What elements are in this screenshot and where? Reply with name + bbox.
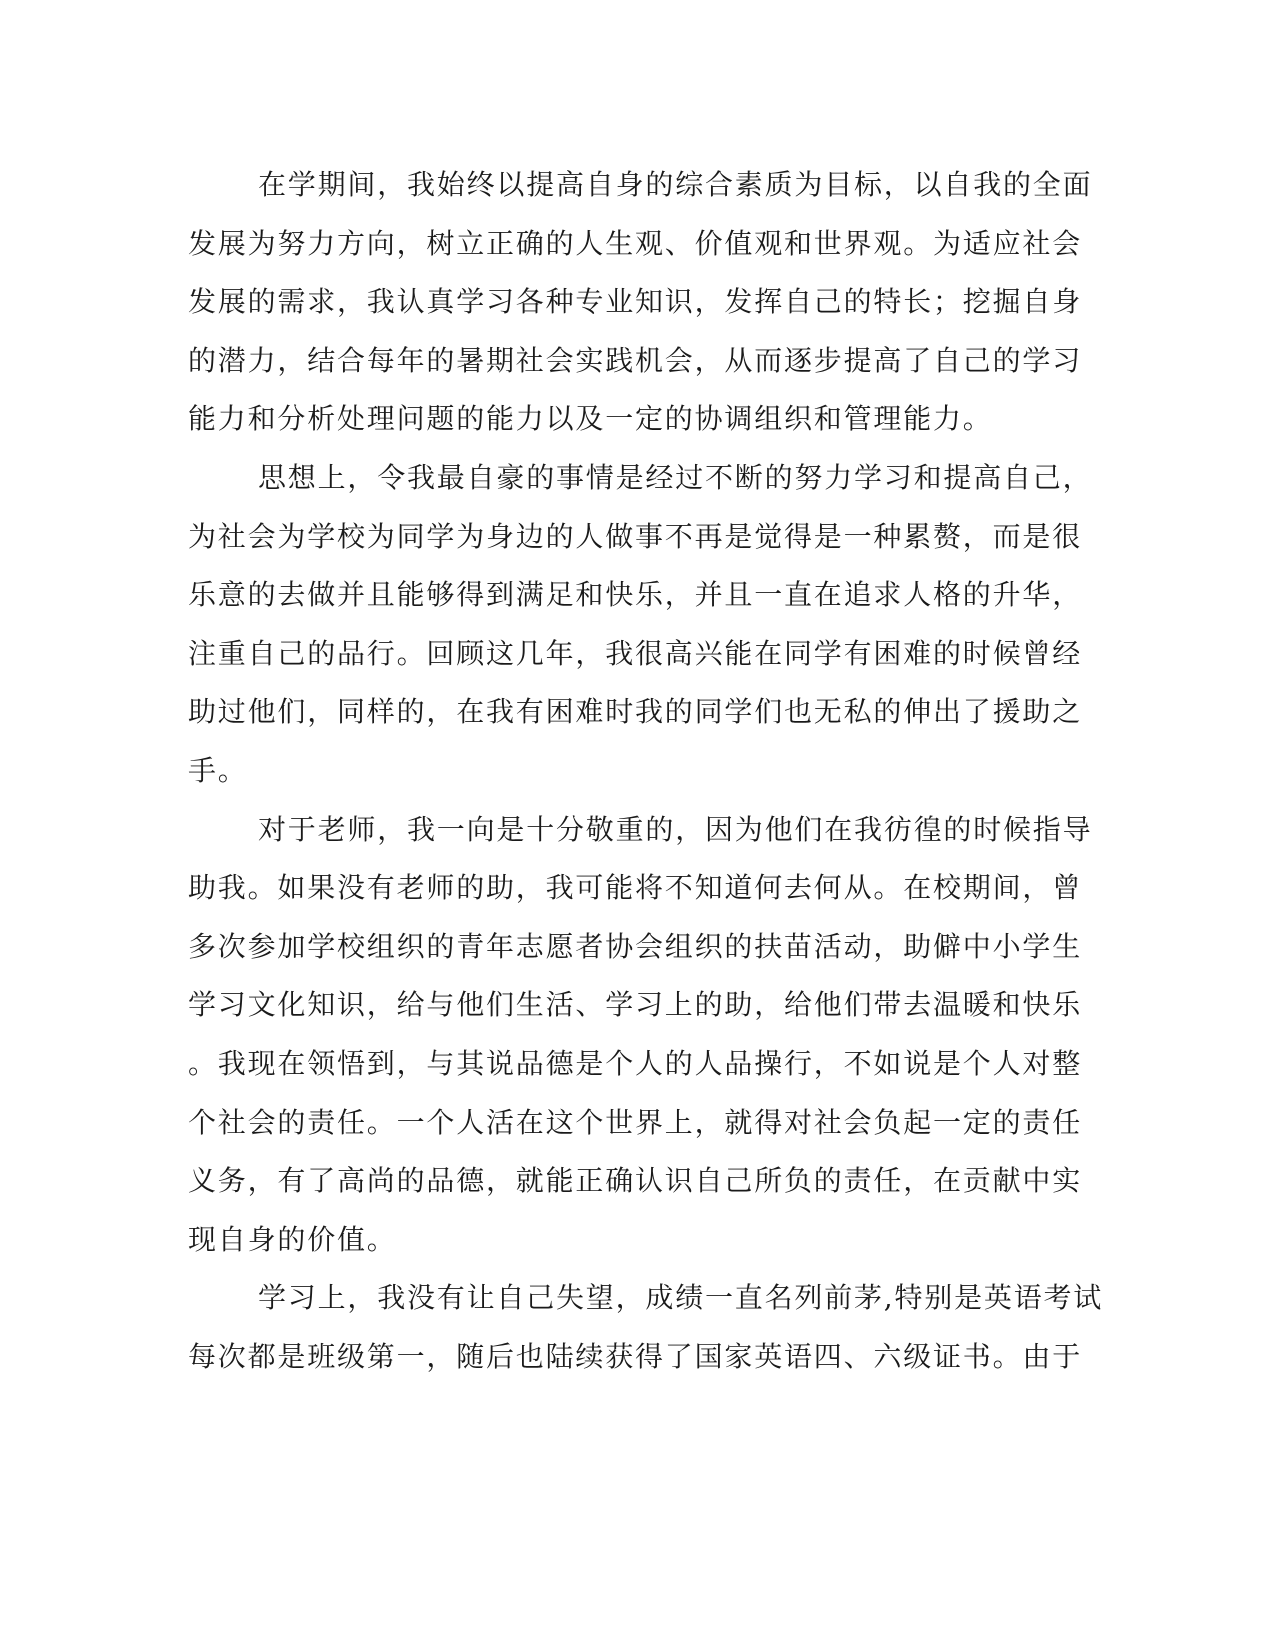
text-line: 现自身的价值。 xyxy=(188,1222,397,1256)
text-line: 学习文化知识，给与他们生活、学习上的助，给他们带去温暖和快乐 xyxy=(188,988,1083,1022)
text-line: 每次都是班级第一，随后也陆续获得了国家英语四、六级证书。由于 xyxy=(188,1339,1083,1373)
text-line: 。我现在领悟到，与其说品德是个人的人品操行，不如说是个人对整 xyxy=(188,1046,1083,1080)
text-line: 助过他们，同样的，在我有困难时我的同学们也无私的伸出了援助之 xyxy=(188,695,1083,729)
paragraph-thought xyxy=(188,449,1093,801)
text-line: 义务，有了高尚的品德，就能正确认识自己所负的责任，在贡献中实 xyxy=(188,1164,1083,1198)
text-line: 的潜力，结合每年的暑期社会实践机会，从而逐步提高了自己的学习 xyxy=(188,343,1083,377)
paragraph-study-period xyxy=(188,156,1093,449)
text-line: 在学期间，我始终以提高自身的综合素质为目标，以自我的全面 xyxy=(258,168,1093,201)
paragraph-learning xyxy=(188,1269,1104,1386)
document-body xyxy=(188,156,1104,1386)
text-line: 能力和分析处理问题的能力以及一定的协调组织和管理能力。 xyxy=(188,402,993,436)
text-line: 乐意的去做并且能够得到满足和快乐，并且一直在追求人格的升华， xyxy=(188,578,1083,612)
text-line: 手。 xyxy=(188,753,248,787)
text-line: 助我。如果没有老师的助，我可能将不知道何去何从。在校期间，曾 xyxy=(188,871,1083,905)
text-line: 发展为努力方向，树立正确的人生观、价值观和世界观。为适应社会 xyxy=(188,226,1083,260)
text-line: 学习上，我没有让自己失望，成绩一直名列前茅,特别是英语考试 xyxy=(258,1281,1104,1315)
text-line: 注重自己的品行。回顾这几年，我很高兴能在同学有困难的时候曾经 xyxy=(188,636,1083,670)
text-line: 思想上，令我最自豪的事情是经过不断的努力学习和提高自己， xyxy=(258,460,1093,494)
text-line: 为社会为学校为同学为身边的人做事不再是觉得是一种累赘，而是很 xyxy=(188,519,1083,553)
text-line: 多次参加学校组织的青年志愿者协会组织的扶苗活动，助僻中小学生 xyxy=(188,929,1083,963)
paragraph-teachers xyxy=(188,801,1093,1270)
text-line: 个社会的责任。一个人活在这个世界上，就得对社会负起一定的责任 xyxy=(188,1105,1083,1139)
text-line: 发展的需求，我认真学习各种专业知识，发挥自己的特长；挖掘自身 xyxy=(188,285,1083,319)
text-line: 对于老师，我一向是十分敬重的，因为他们在我彷徨的时候指导 xyxy=(258,812,1093,846)
